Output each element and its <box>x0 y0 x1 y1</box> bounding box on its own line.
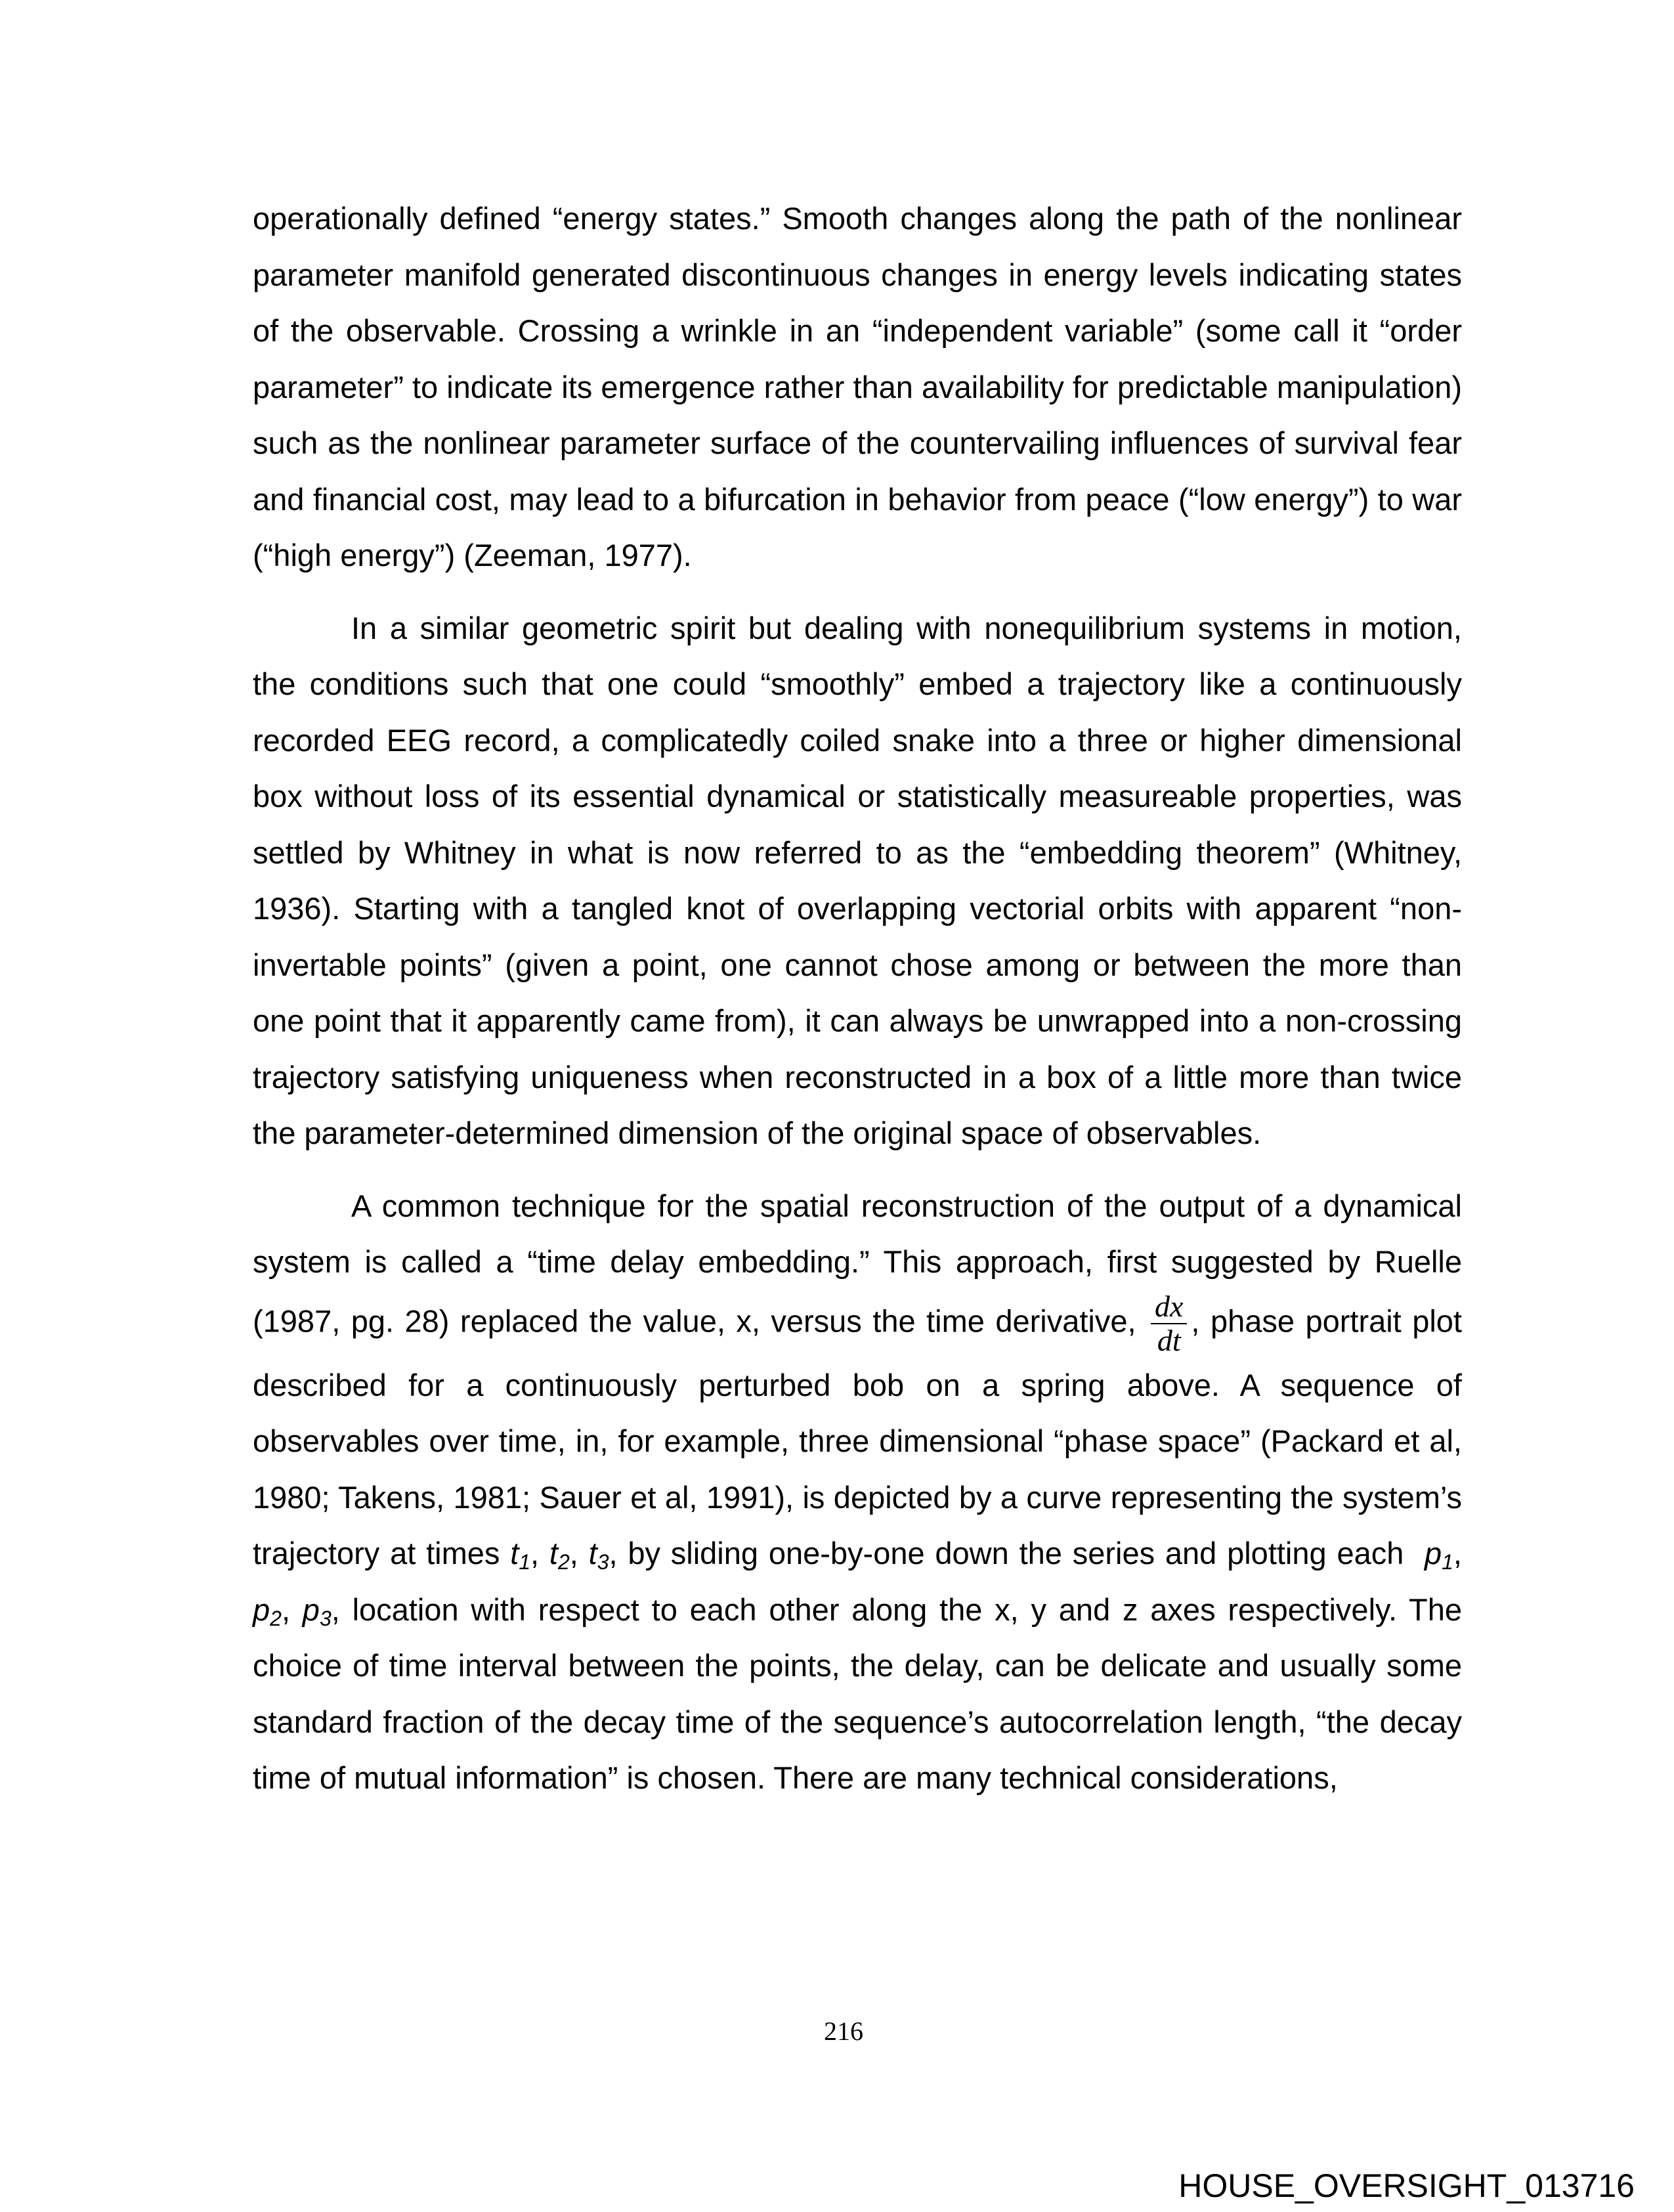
time-symbol: $t_3$ <box>588 1536 609 1574</box>
text-segment: , location with respect to each other along the x, y and z axes respectively. The choice of time interval between the points, the delay, can be delicate and usually some standard fraction of the decay time of the sequence’s autocorrelation length, “the decay time of mutual information” is chosen. There are many technical considerations, <box>253 1592 1463 1795</box>
bates-number: HOUSE_OVERSIGHT_013716 <box>1178 2167 1635 2204</box>
text-segment: , phase portrait plot described for a continuously perturbed bob on a spring above. A sequence of observables over time, in, for example, three dimensional “phase space” (Packard et al, 1980; Takens, 1981; Sauer et al, 1991), is depicted by a curve representing the system’s trajectory at times <box>253 1303 1462 1571</box>
derivative-fraction <box>1151 1290 1187 1357</box>
page-number: 216 <box>824 2016 863 2046</box>
page-body <box>253 190 1462 1823</box>
time-symbol: $t_2$ <box>549 1536 570 1574</box>
fraction-numerator: dx <box>1151 1290 1187 1324</box>
paragraph-embedding-theorem: In a similar geometric spirit but dealing with nonequilibrium systems in motion, the conditions such that one could “smoothly” embed a trajectory like a continuously recorded EEG record, a complicatedly coiled snake into a three or higher dimensional box without loss of its essential dynamical or statistically measureable properties, was settled by Whitney in what is now referred to as the “embedding theorem” (Whitney, 1936). Starting with a tangled knot of overlapping vectorial orbits with apparent “non-invertable points” (given a point, one cannot chose among or between the more than one point that it apparently came from), it can always be unwrapped into a non-crossing trajectory satisfying uniqueness when reconstructed in a box of a little more than twice the parameter-determined dimension of the original space of observables. <box>253 610 1462 1150</box>
paragraph-energy-states: operationally defined “energy states.” Smooth changes along the path of the nonlinear parameter manifold generated discontinuous changes in energy levels indicating states of the observable. Crossing a wrinkle in an “independent variable” (some call it “order parameter” to indicate its emergence rather than availability for predictable manipulation) such as the nonlinear parameter surface of the countervailing influences of survival fear and financial cost, may lead to a bifurcation in behavior from peace (“low energy”) to war (“high energy”) (Zeeman, 1977). <box>253 201 1462 573</box>
text-segment: , by sliding one-by-one down the series and plotting each <box>609 1536 1404 1571</box>
fraction-denominator: dt <box>1157 1323 1181 1357</box>
point-symbol: $p_1$ <box>1424 1536 1453 1574</box>
point-symbol: $p_2$ <box>253 1592 282 1630</box>
point-symbol: $p_3$ <box>302 1592 332 1630</box>
paragraph-time-delay-embedding: A common technique for the spatial reconstruction of the output of a dynamical system is called a “time delay embedding.” This approach, first suggested by Ruelle (1987, pg. 28) replaced the value, x, versus the time derivative, $\frac{dx}{dt}$ , phase portrait plot described for a continuously perturbed bob on a spring above. A sequence of observables over time, in, for example, three dimensional “phase space” (Packard et al, 1980; Takens, 1981; Sauer et al, 1991), is depicted by a curve representing the system’s trajectory at times $t_1$, $t_2$, $t_3$, by sliding one-by-one down the series and plotting each $p_1$, $p_2$, $p_3$, location with respect to each other along the x, y and z axes respectively. The choice of time interval between the points, the delay, can be delicate and usually some standard fraction of the decay time of the sequence’s autocorrelation length, “the decay time of mutual information” is chosen. There are many technical considerations, <box>253 1188 1463 1795</box>
time-symbol: $t_1$ <box>510 1536 531 1574</box>
text-segment: A common technique for the spatial reconstruction of the output of a dynamical system is called a “time delay embedding.” This approach, first suggested by Ruelle (1987, pg. 28) replaced the value, x, versus the time derivative, <box>253 1188 1462 1338</box>
